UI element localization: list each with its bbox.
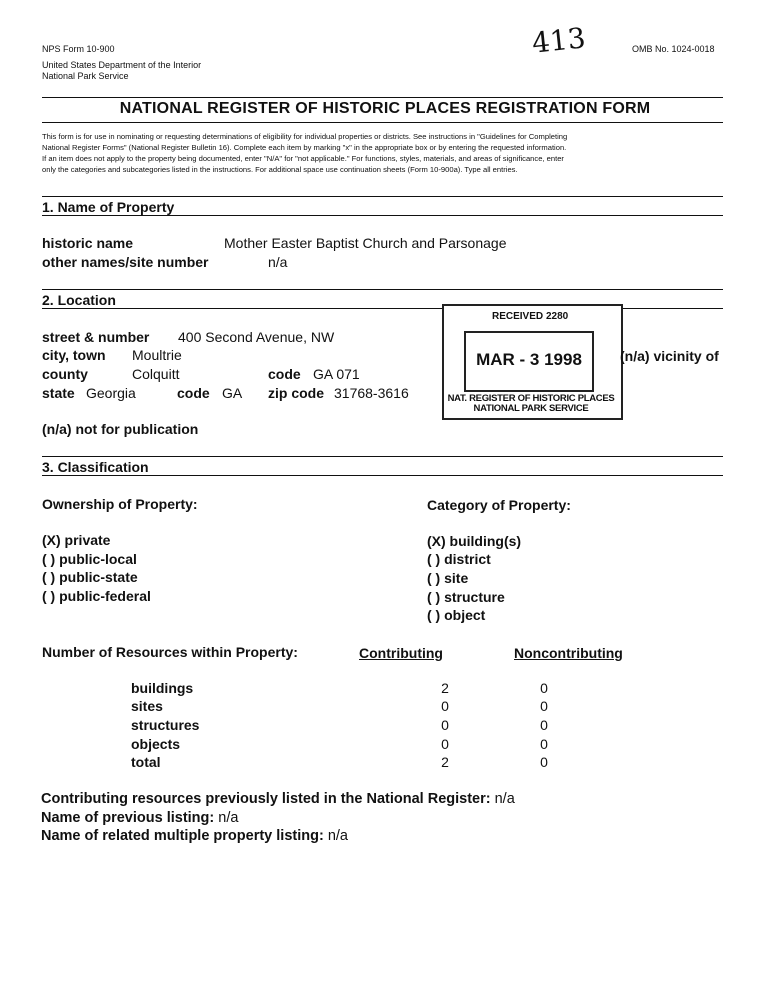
stamp-line-2: NATIONAL PARK SERVICE [473, 403, 589, 414]
county-value: Colquitt [132, 366, 180, 382]
ownership-option: ( ) public-federal [42, 588, 151, 604]
resource-label: objects [131, 736, 181, 752]
stamp-received: RECEIVED [492, 311, 544, 322]
previously-listed-value: n/a [494, 791, 515, 807]
divider [42, 215, 723, 216]
column-noncontributing: Noncontributing [514, 645, 623, 661]
previous-listing-label: Name of previous listing: [41, 810, 215, 826]
city-value: Moultrie [132, 347, 182, 363]
previous-listing-line [41, 810, 238, 826]
ownership-option: ( ) public-state [42, 569, 138, 585]
zip-value: 31768-3616 [334, 385, 409, 401]
omb-number: OMB No. 1024-0018 [632, 44, 715, 54]
instruction-line: This form is for use in nominating or requesting determinations of eligibility for individual properties or districts. See instructions in "Guidelines for Completing [42, 132, 568, 141]
ownership-option: (X) private [42, 532, 111, 548]
divider [42, 97, 723, 98]
category-option: ( ) object [427, 607, 486, 623]
resource-label: structures [131, 717, 200, 733]
stamp-line-1: NAT. REGISTER OF HISTORIC PLACES [447, 393, 615, 404]
divider [42, 122, 723, 123]
state-value: Georgia [86, 385, 136, 401]
divider [42, 456, 723, 457]
section-2-heading: 2. Location [42, 292, 116, 308]
county-code-label: code [268, 366, 301, 382]
previously-listed-line [41, 791, 515, 807]
resource-contributing: 0 [441, 698, 449, 714]
section-3-heading: 3. Classification [42, 459, 149, 475]
divider [42, 475, 723, 476]
resource-noncontributing: 0 [540, 680, 548, 696]
related-mpl-label: Name of related multiple property listing: [41, 828, 324, 844]
instruction-line: If an item does not apply to the property being documented, enter "N/A" for "not applicable." For functions, styles, materials, and areas of significance, enter [42, 154, 564, 163]
street-label: street & number [42, 329, 150, 345]
column-contributing: Contributing [359, 645, 443, 661]
resource-noncontributing: 0 [540, 698, 548, 714]
other-names-label: other names/site number [42, 254, 209, 270]
resource-contributing: 0 [441, 736, 449, 752]
resources-heading: Number of Resources within Property: [42, 644, 298, 660]
resource-label: sites [131, 698, 163, 714]
category-option: ( ) site [427, 570, 469, 586]
related-mpl-line [41, 828, 348, 844]
category-option: ( ) district [427, 551, 491, 567]
state-code-value: GA [222, 385, 243, 401]
street-value: 400 Second Avenue, NW [178, 329, 335, 345]
resource-noncontributing: 0 [540, 736, 548, 752]
state-label: state [42, 385, 75, 401]
form-instructions [42, 131, 732, 175]
previously-listed-label: Contributing resources previously listed in the National Register: [41, 791, 491, 807]
other-names-value: n/a [268, 254, 288, 270]
resource-contributing: 2 [441, 680, 449, 696]
county-code-value: GA 071 [313, 366, 360, 382]
stamp-date: MAR - 3 1998 [476, 350, 582, 369]
state-code-label: code [177, 385, 210, 401]
form-title: NATIONAL REGISTER OF HISTORIC PLACES REGISTRATION FORM [119, 100, 651, 117]
divider [42, 289, 723, 290]
department-name: United States Department of the Interior [42, 60, 202, 70]
resource-label: buildings [131, 680, 194, 696]
instruction-line: only the categories and subcategories listed in the instructions. For additional space use continuation sheets (Form 10-900a). Type all entries. [42, 165, 518, 174]
city-label: city, town [42, 347, 106, 363]
section-1-heading: 1. Name of Property [42, 199, 175, 215]
divider [42, 196, 723, 197]
ownership-option: ( ) public-local [42, 551, 137, 567]
resource-label: total [131, 754, 161, 770]
resource-noncontributing: 0 [540, 754, 548, 770]
category-heading: Category of Property: [427, 497, 571, 513]
related-mpl-value: n/a [327, 828, 348, 844]
instruction-line: National Register Forms" (National Register Bulletin 16). Complete each item by marking "x" in the appropriate box or by entering the requested information. [42, 143, 567, 152]
resource-contributing: 2 [441, 754, 449, 770]
resource-contributing: 0 [441, 717, 449, 733]
not-for-publication: (n/a) not for publication [42, 421, 199, 437]
form-number: NPS Form 10-900 [42, 44, 115, 54]
vicinity-label: (n/a) vicinity of [620, 348, 719, 364]
agency-name: National Park Service [42, 71, 129, 81]
category-option: (X) building(s) [427, 533, 522, 549]
historic-name-label: historic name [42, 235, 134, 251]
stamp-received-code: 2280 [546, 311, 569, 322]
handwritten-number: 413 [530, 21, 588, 60]
category-option: ( ) structure [427, 589, 505, 605]
zip-label: zip code [268, 385, 325, 401]
resource-noncontributing: 0 [540, 717, 548, 733]
ownership-heading: Ownership of Property: [42, 496, 198, 512]
previous-listing-value: n/a [218, 810, 239, 826]
historic-name-value: Mother Easter Baptist Church and Parsonage [224, 235, 507, 251]
county-label: county [42, 366, 88, 382]
